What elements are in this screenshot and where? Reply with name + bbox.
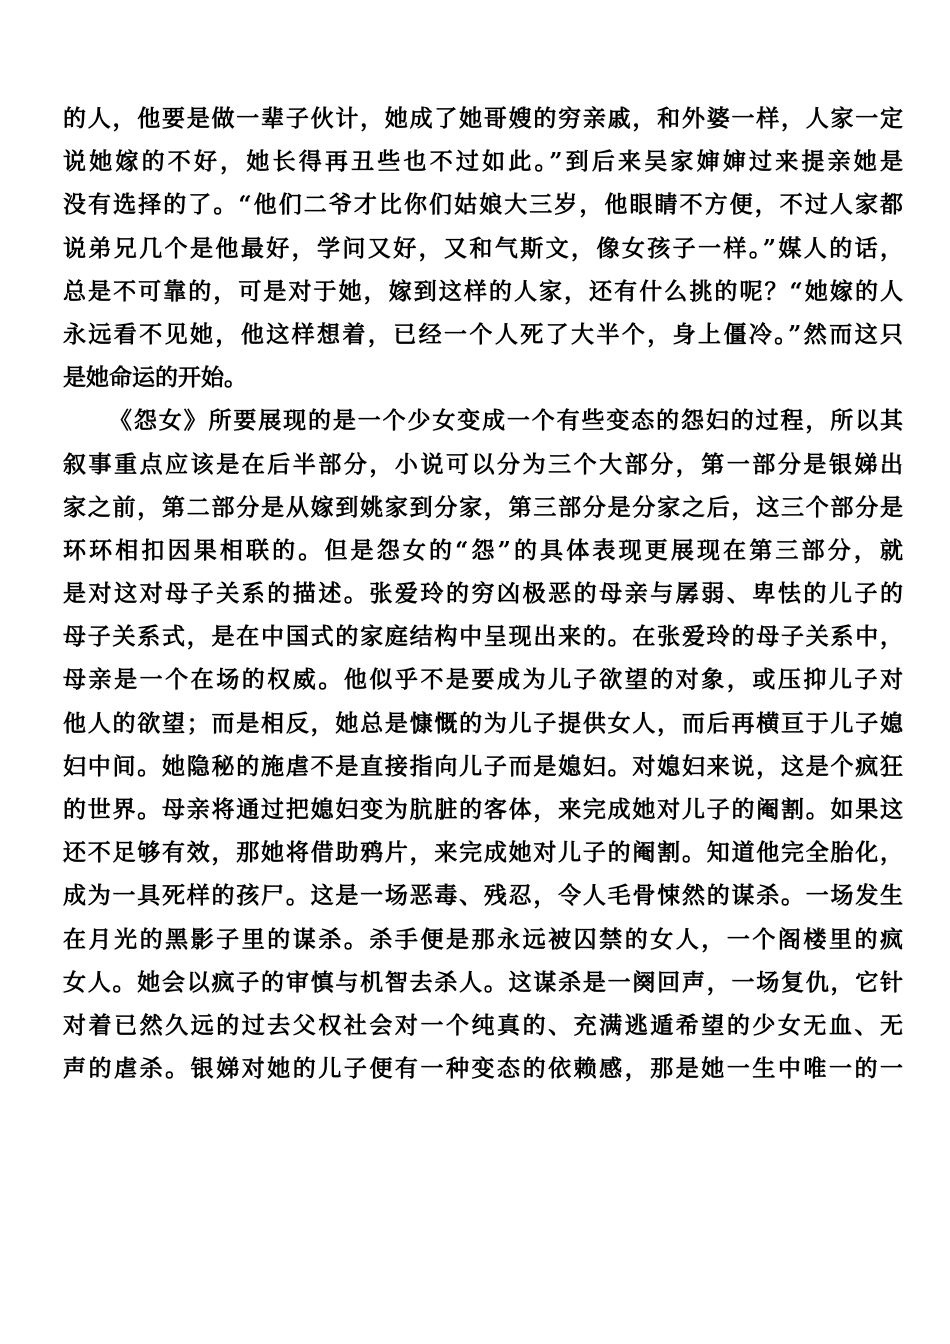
paragraph-2-line-13: 在月光的黑影子里的谋杀。杀手便是那永远被囚禁的女人，一个阁楼里的疯: [63, 925, 903, 953]
paragraph-1-line-2: 说她嫁的不好，她长得再丑些也不过如此。”到后来吴家婶婶过来提亲她是: [63, 148, 903, 176]
paragraph-1-line-1: 的人，他要是做一辈子伙计，她成了她哥嫂的穷亲戚，和外婆一样，人家一定: [63, 105, 903, 132]
paragraph-1-line-4: 说弟兄几个是他最好，学问又好，又和气斯文，像女孩子一样。”媒人的话，: [63, 234, 903, 262]
paragraph-1-line-5: 总是不可靠的，可是对于她，嫁到这样的人家，还有什么挑的呢？“她嫁的人: [63, 277, 903, 305]
paragraph-2: [63, 399, 903, 1090]
paragraph-1: [63, 97, 903, 399]
paragraph-1-line-3: 没有选择的了。“他们二爷才比你们姑娘大三岁，他眼睛不方便，不过人家都: [63, 191, 903, 219]
paragraph-2-line-9: 妇中间。她隐秘的施虐不是直接指向儿子而是媳妇。对媳妇来说，这是个疯狂: [63, 752, 903, 780]
paragraph-2-line-11: 还不足够有效，那她将借助鸦片，来完成她对儿子的阉割。知道他完全胎化，: [63, 839, 903, 867]
paragraph-2-line-8: 他人的欲望；而是相反，她总是慷慨的为儿子提供女人，而后再横亘于儿子媳: [63, 709, 903, 737]
paragraph-2-line-14: 女人。她会以疯子的审慎与机智去杀人。这谋杀是一阕回声，一场复仇，它针: [63, 968, 903, 996]
paragraph-1-line-6: 永远看不见她，他这样想着，已经一个人死了大半个，身上僵冷。”然而这只: [63, 320, 903, 348]
paragraph-2-line-1: 《怨女》所要展现的是一个少女变成一个有些变态的怨妇的过程，所以其: [109, 407, 903, 435]
paragraph-2-line-10: 的世界。母亲将通过把媳妇变为肮脏的客体，来完成她对儿子的阉割。如果这: [63, 796, 903, 823]
paragraph-1-line-7: 是她命运的开始。: [63, 364, 247, 392]
paragraph-2-line-5: 是对这对母子关系的描述。张爱玲的穷凶极恶的母亲与孱弱、卑怯的儿子的: [63, 580, 903, 608]
paragraph-2-line-4: 环环相扣因果相联的。但是怨女的“怨”的具体表现更展现在第三部分，就: [63, 536, 903, 564]
paragraph-2-line-3: 家之前，第二部分是从嫁到姚家到分家，第三部分是分家之后，这三个部分是: [63, 493, 903, 521]
paragraph-2-line-15: 对着已然久远的过去父权社会对一个纯真的、充满逃遁希望的少女无血、无: [63, 1011, 903, 1039]
paragraph-2-line-12: 成为一具死样的孩尸。这是一场恶毒、残忍，令人毛骨悚然的谋杀。一场发生: [63, 882, 903, 910]
paragraph-2-line-2: 叙事重点应该是在后半部分，小说可以分为三个大部分，第一部分是银娣出: [63, 450, 903, 478]
document-body: [63, 97, 903, 1090]
paragraph-2-line-16: 声的虐杀。银娣对她的儿子便有一种变态的依赖感，那是她一生中唯一的一: [63, 1055, 903, 1083]
paragraph-2-line-6: 母子关系式，是在中国式的家庭结构中呈现出来的。在张爱玲的母子关系中，: [63, 623, 903, 651]
paragraph-2-line-7: 母亲是一个在场的权威。他似乎不是要成为儿子欲望的对象，或压抑儿子对: [63, 666, 903, 694]
